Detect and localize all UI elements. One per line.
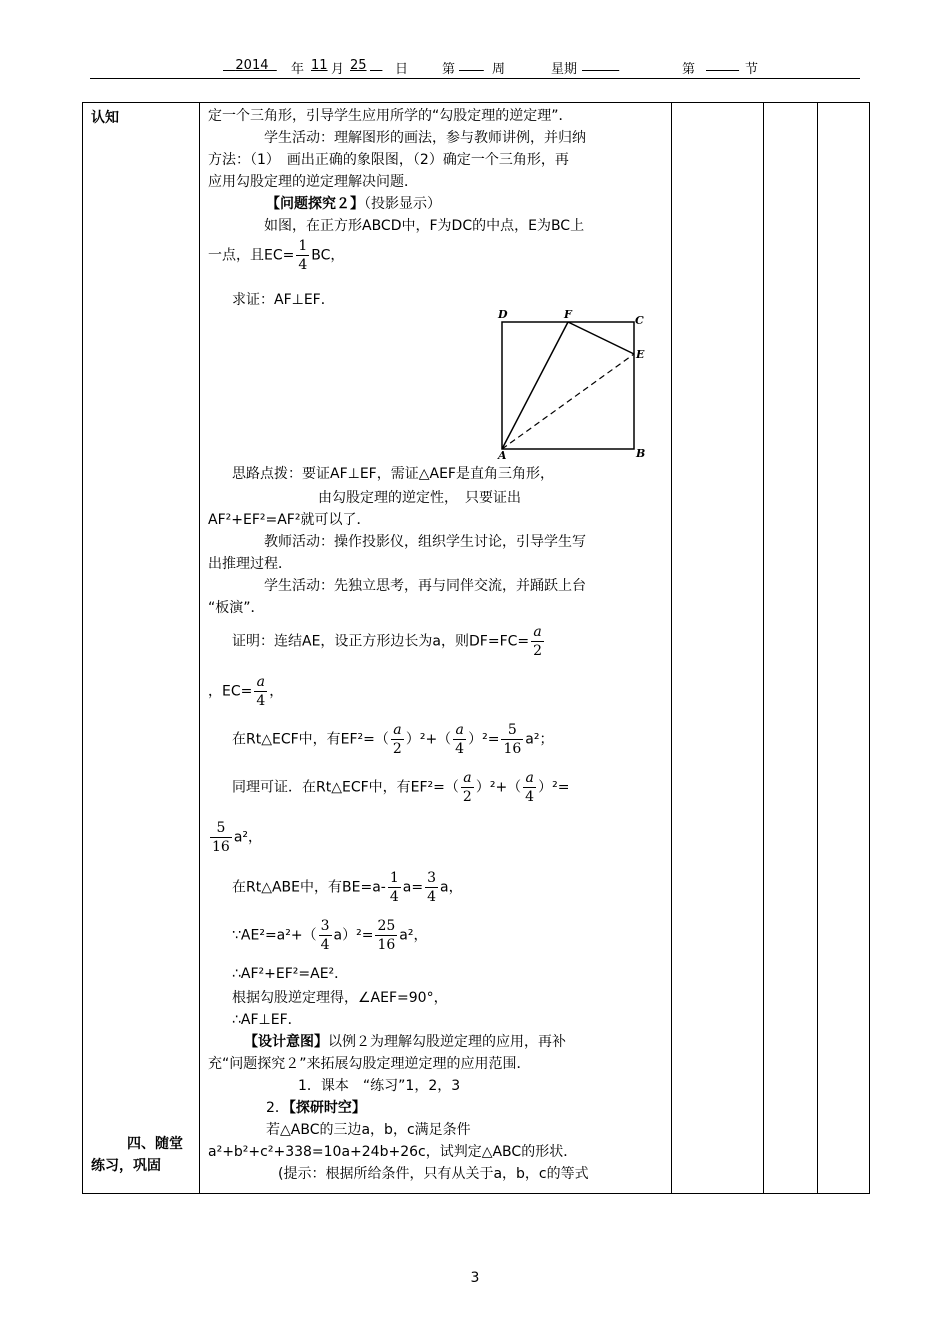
header-week-prefix: 第	[442, 62, 456, 77]
page-header	[90, 58, 860, 79]
text-line: 如图，在正方形ABCD中，F为DC的中点，E为BC上	[264, 218, 585, 234]
section-label-cognition: 认知	[91, 110, 119, 126]
text-line: “板演”．	[208, 600, 265, 616]
text-line-fraction: 证明：连结AE，设正方形边长为a，则DF=FC= $\frac{a}{2}$	[232, 624, 543, 659]
text-line: AF²+EF²=AF²就可以了．	[208, 512, 371, 528]
text-line: 出推理过程．	[208, 556, 292, 572]
text-line: 1．课本 “练习”1，2，3	[298, 1078, 461, 1094]
square-abcd	[502, 322, 634, 449]
text-line: (提示：根据所给条件，只有从关于a，b，c的等式	[278, 1166, 589, 1182]
label-d: D	[498, 309, 508, 321]
design-intent-bold: 【设计意图】	[244, 1034, 328, 1050]
header-week-blank	[459, 58, 484, 73]
header-month-label: 月	[331, 62, 345, 77]
header-weekday-blank	[582, 58, 619, 73]
text-line: 应用勾股定理的逆定理解决问题．	[208, 174, 418, 190]
design-intent: 【设计意图】以例２为理解勾股逆定理的应用，再补	[244, 1034, 566, 1050]
header-month: 11	[311, 58, 328, 73]
segment-af	[502, 322, 568, 449]
header-section-prefix: 第	[682, 62, 696, 77]
label-c: C	[635, 314, 644, 327]
header-day-pad	[370, 58, 382, 73]
text-line: a²+b²+c²+338=10a+24b+26c，试判定△ABC的形状．	[208, 1144, 578, 1160]
fraction: $\frac{a}{4}$	[455, 722, 465, 757]
header-weekday-label: 星期	[551, 62, 578, 77]
square-figure	[490, 309, 645, 459]
segment-ae-dashed	[502, 354, 634, 449]
header-year-label: 年	[291, 62, 305, 77]
fraction: $\frac{a}{2}$	[392, 722, 402, 757]
fraction: $\frac{25}{16}$	[377, 918, 396, 953]
fraction: $\frac{3}{4}$	[427, 870, 436, 905]
text-line-fraction: 同理可证．在Rt△ECF中，有EF²=（ $\frac{a}{2}$ ）²+（ $\frac{a}{4}$ ）²=	[232, 770, 570, 805]
header-section-suffix: 节	[745, 62, 759, 77]
section-column	[83, 103, 200, 1194]
fraction: $\frac{a}{4}$	[525, 770, 535, 805]
fraction: $\frac{1}{4}$	[298, 238, 308, 273]
segment-fe	[568, 322, 634, 354]
problem-heading-rest: （投影显示）	[364, 196, 441, 212]
text-line: 思路点拨：要证AF⊥EF，需证△AEF是直角三角形，	[232, 466, 554, 482]
text-line: 教师活动：操作投影仪，组织学生讨论，引导学生写	[264, 534, 586, 550]
text-line: 方法：（1） 画出正确的象限图，（2）确定一个三角形，再	[208, 152, 569, 168]
fraction: $\frac{a}{2}$	[533, 624, 543, 659]
text-line-fraction: 一点，且EC= $\frac{1}{4}$ BC，	[208, 238, 345, 273]
text-line: 若△ABC的三边a，b，c满足条件	[266, 1122, 471, 1138]
page-number: 3	[470, 1270, 480, 1286]
empty-column-4	[764, 103, 818, 1194]
fraction: $\frac{a}{2}$	[462, 770, 472, 805]
label-f: F	[564, 309, 572, 321]
header-day-label: 日	[395, 62, 409, 77]
text-line-fraction: ，EC= $\frac{a}{4}$ ，	[208, 674, 284, 709]
problem-heading-bold: 【问题探究２】	[266, 196, 364, 212]
label-a: A	[498, 449, 507, 459]
problem-heading	[266, 193, 441, 215]
fraction: $\frac{1}{4}$	[389, 870, 399, 905]
text-line: 学生活动：理解图形的画法，参与教师讲例，并归纳	[264, 130, 586, 146]
text-line: 根据勾股逆定理得，∠AEF=90°，	[232, 990, 448, 1006]
header-week-suffix: 周	[492, 62, 506, 77]
empty-column-5	[818, 103, 870, 1194]
fraction: $\frac{a}{4}$	[256, 674, 266, 709]
fraction: $\frac{5}{16}$	[212, 820, 230, 855]
section-label-practice-line1: 四、随堂	[127, 1136, 183, 1152]
text-line-fraction: $\frac{5}{16}$ a²，	[212, 820, 263, 855]
text-line: ∴AF⊥EF．	[232, 1012, 302, 1028]
label-b: B	[636, 447, 645, 459]
empty-column-3	[672, 103, 764, 1194]
label-e: E	[636, 348, 645, 361]
header-section-blank	[706, 58, 739, 73]
text-line: 求证：AF⊥EF．	[232, 292, 335, 308]
text-line: 定一个三角形，引导学生应用所学的“勾股定理的逆定理”．	[208, 108, 573, 124]
lesson-table	[82, 102, 870, 1194]
exploration-heading: 2．【探研时空】	[266, 1100, 366, 1116]
header-day: 25	[350, 58, 367, 73]
text-line-fraction: 在Rt△ABE中，有BE=a- $\frac{1}{4}$ a= $\frac{3}{4}$ a，	[232, 870, 463, 905]
text-line: 充“问题探究２”来拓展勾股定理逆定理的应用范围．	[208, 1056, 531, 1072]
text-line-fraction: 在Rt△ECF中，有EF²=（ $\frac{a}{2}$ ）²+（ $\frac{a}{4}$ ）²= $\frac{5}{16}$ a²；	[232, 722, 554, 757]
text-line: ∴AF²+EF²=AE²．	[232, 966, 349, 982]
text-line: 学生活动：先独立思考，再与同伴交流，并踊跃上台	[264, 578, 586, 594]
text-line-fraction: ∵AE²=a²+（ $\frac{3}{4}$ a）²= $\frac{25}{16}$ a²，	[232, 918, 428, 953]
header-year-blank: 2014	[235, 58, 269, 73]
fraction: $\frac{3}{4}$	[320, 918, 330, 953]
section-label-practice	[91, 1133, 201, 1177]
fraction: $\frac{5}{16}$	[503, 722, 522, 757]
text-line: 由勾股定理的逆定性， 只要证出	[318, 490, 521, 506]
section-label-practice-line2: 练习，巩固	[91, 1158, 161, 1174]
content-column	[200, 103, 672, 1194]
